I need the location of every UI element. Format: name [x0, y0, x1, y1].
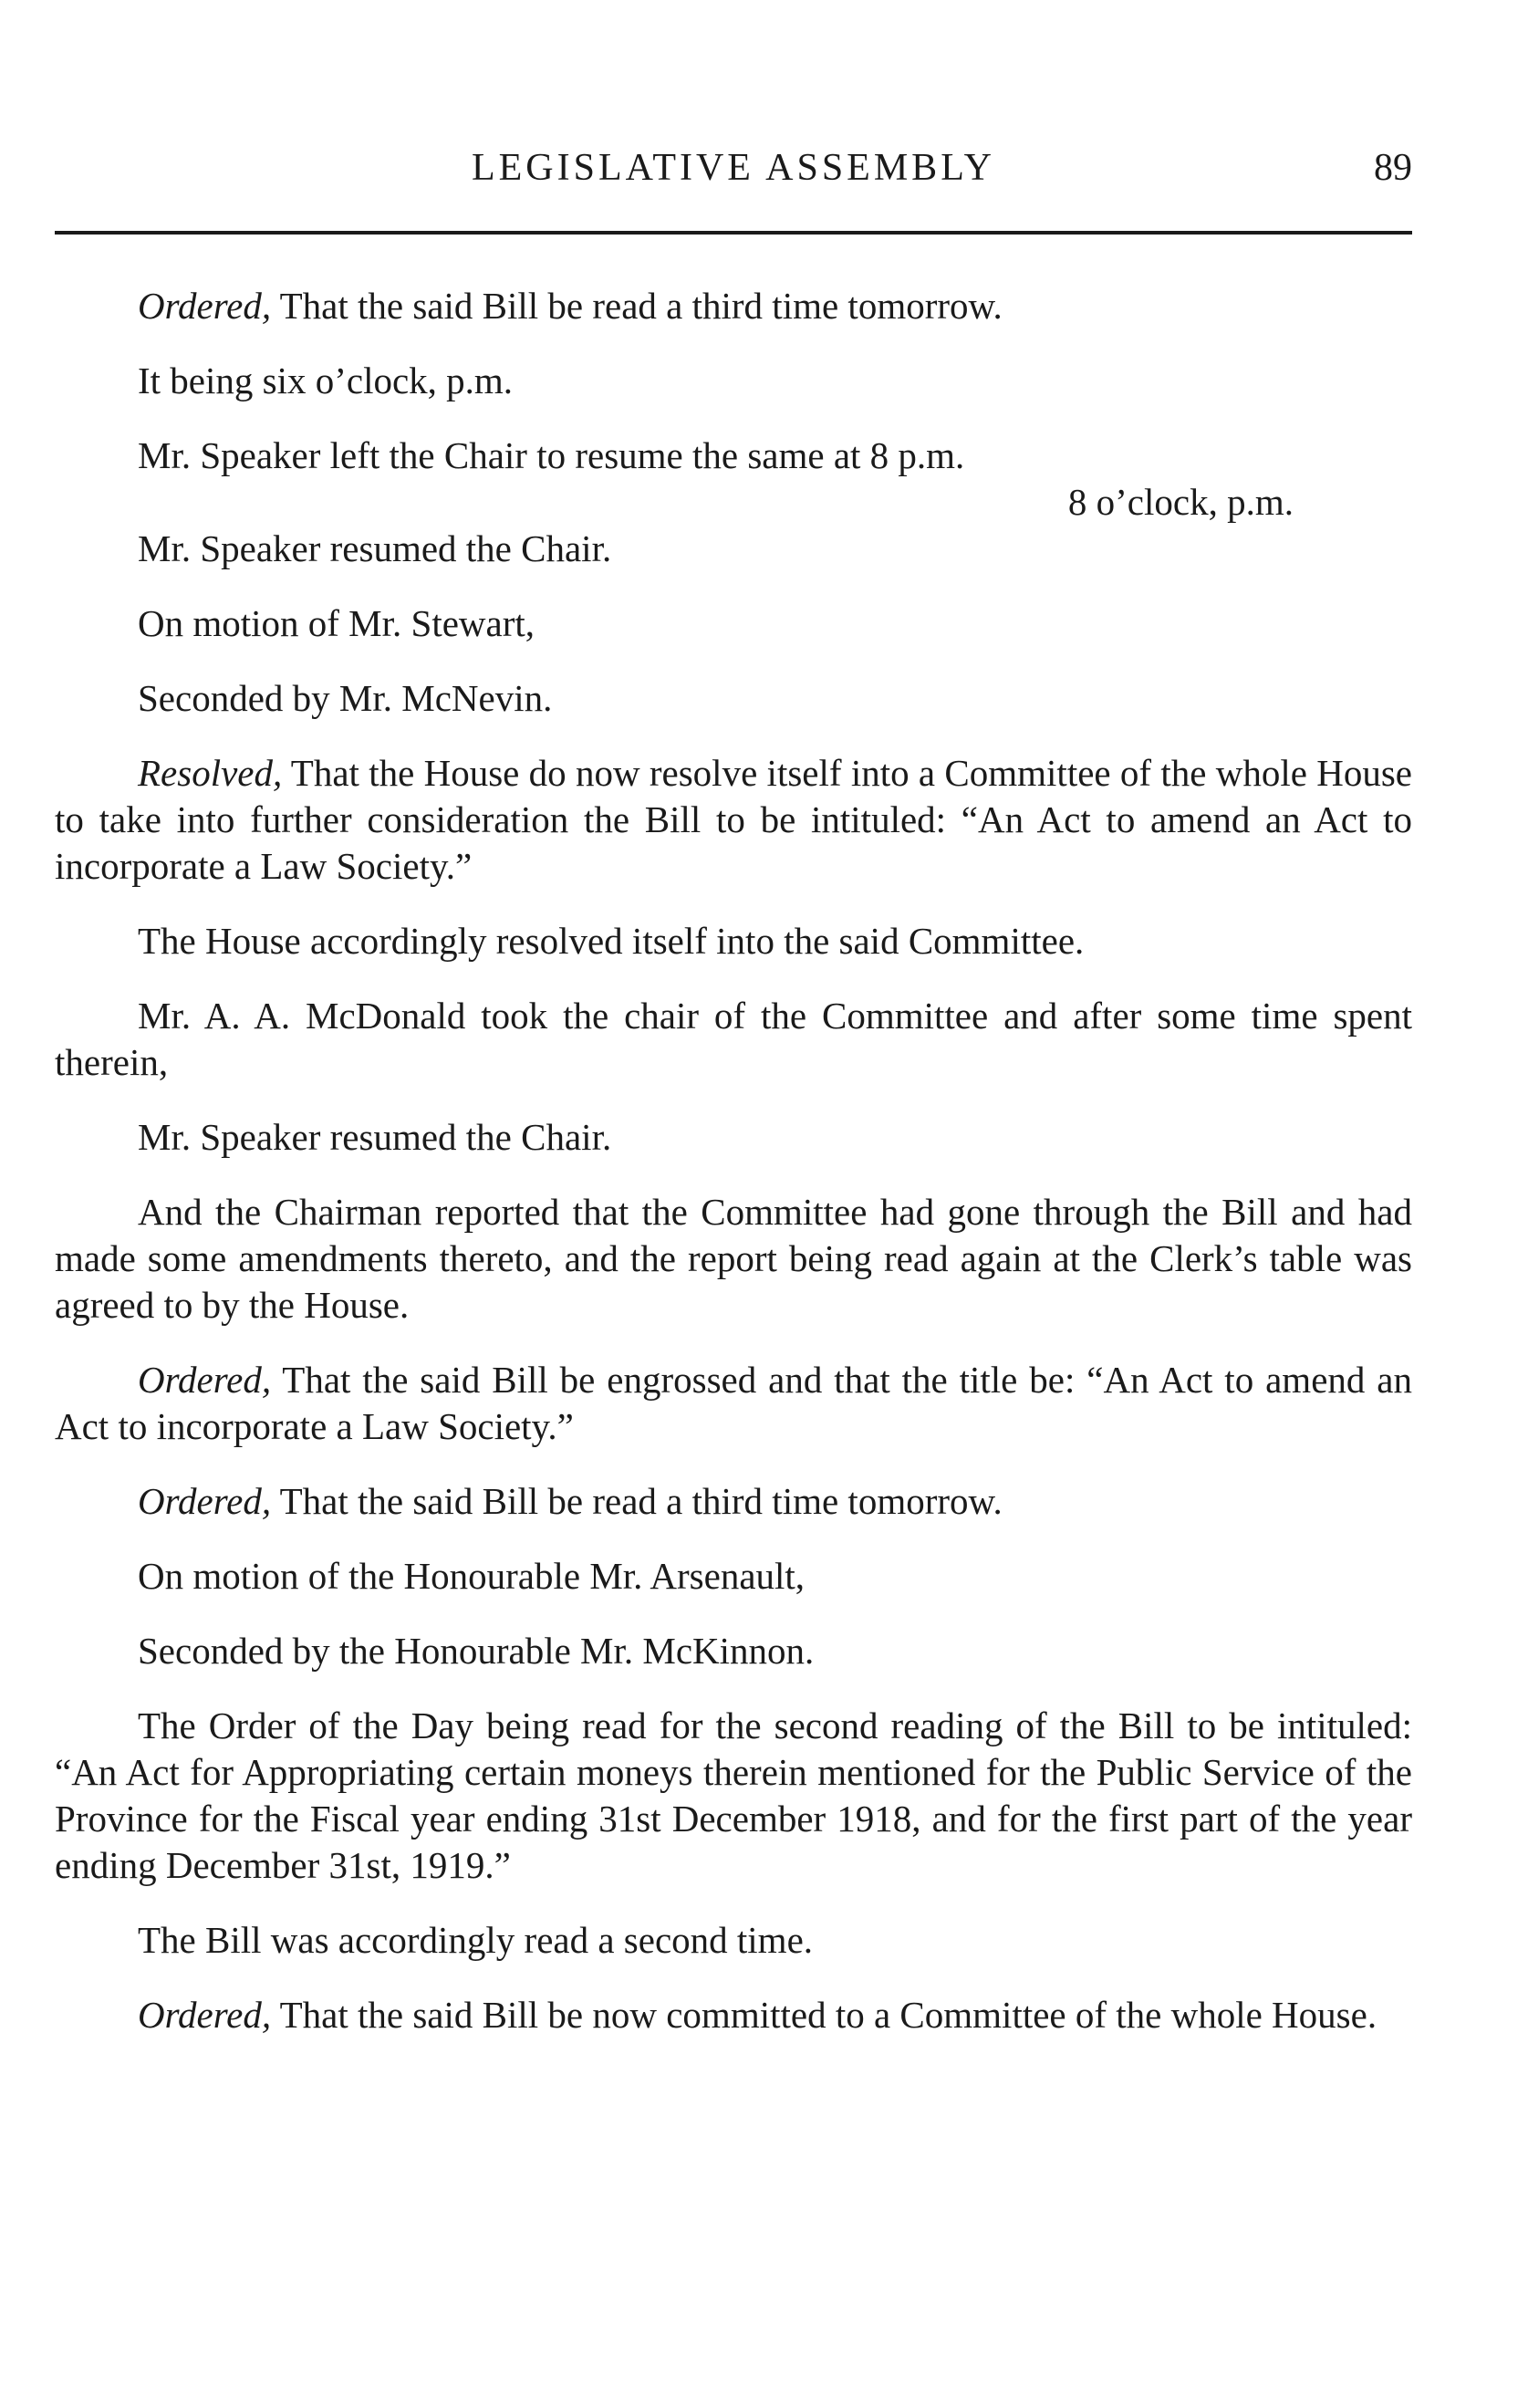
- paragraph: Seconded by Mr. McNevin.: [138, 677, 553, 719]
- time-stamp: 8 o’clock, p.m.: [1067, 481, 1294, 523]
- page-number: 89: [1374, 147, 1412, 189]
- paragraph: Resolved, That the House do now resolve itself into a Committee of the whole House to take into further consideration the Bill to be intituled: “An Act to amend an Act to incorporate a Law Society.”: [55, 752, 1412, 887]
- paragraph: Ordered, That the said Bill be read a third time tomorrow.: [138, 285, 1003, 327]
- paragraph: Mr. Speaker left the Chair to resume the same at 8 p.m.: [138, 434, 965, 476]
- paragraph: And the Chairman reported that the Committee had gone through the Bill and had made some amendments thereto, and the report being read again at the Clerk’s table was agreed to by the House.: [55, 1191, 1412, 1326]
- paragraph: The Order of the Day being read for the second reading of the Bill to be intituled: “An Act for Appropriating certain moneys therein mentioned for the Public Service of the Province for the Fiscal year ending 31st December 1918, and for the first part of the year ending December 31st, 1919.”: [55, 1704, 1412, 1886]
- paragraph: On motion of Mr. Stewart,: [138, 602, 535, 644]
- document-body: [55, 283, 1412, 2067]
- paragraph: Ordered, That the said Bill be engrossed and that the title be: “An Act to amend an Act to incorporate a Law Society.”: [55, 1359, 1412, 1447]
- paragraph: Mr. Speaker resumed the Chair.: [138, 527, 612, 569]
- paragraph: The House accordingly resolved itself into the said Committee.: [138, 920, 1085, 962]
- paragraph: Ordered, That the said Bill be read a third time tomorrow.: [138, 1480, 1003, 1522]
- paragraph: Mr. A. A. McDonald took the chair of the Committee and after some time spent therein,: [55, 995, 1412, 1083]
- paragraph: Seconded by the Honourable Mr. McKinnon.: [138, 1630, 815, 1672]
- paragraph: The Bill was accordingly read a second time.: [138, 1919, 814, 1961]
- header-rule: [55, 231, 1412, 235]
- paragraph: It being six o’clock, p.m.: [138, 360, 514, 401]
- paragraph: Mr. Speaker resumed the Chair.: [138, 1116, 612, 1158]
- running-title: LEGISLATIVE ASSEMBLY: [472, 147, 995, 189]
- paragraph: Ordered, That the said Bill be now committed to a Committee of the whole House.: [138, 1994, 1377, 2036]
- paragraph: On motion of the Honourable Mr. Arsenault,: [138, 1555, 806, 1597]
- page-header: [55, 146, 1412, 201]
